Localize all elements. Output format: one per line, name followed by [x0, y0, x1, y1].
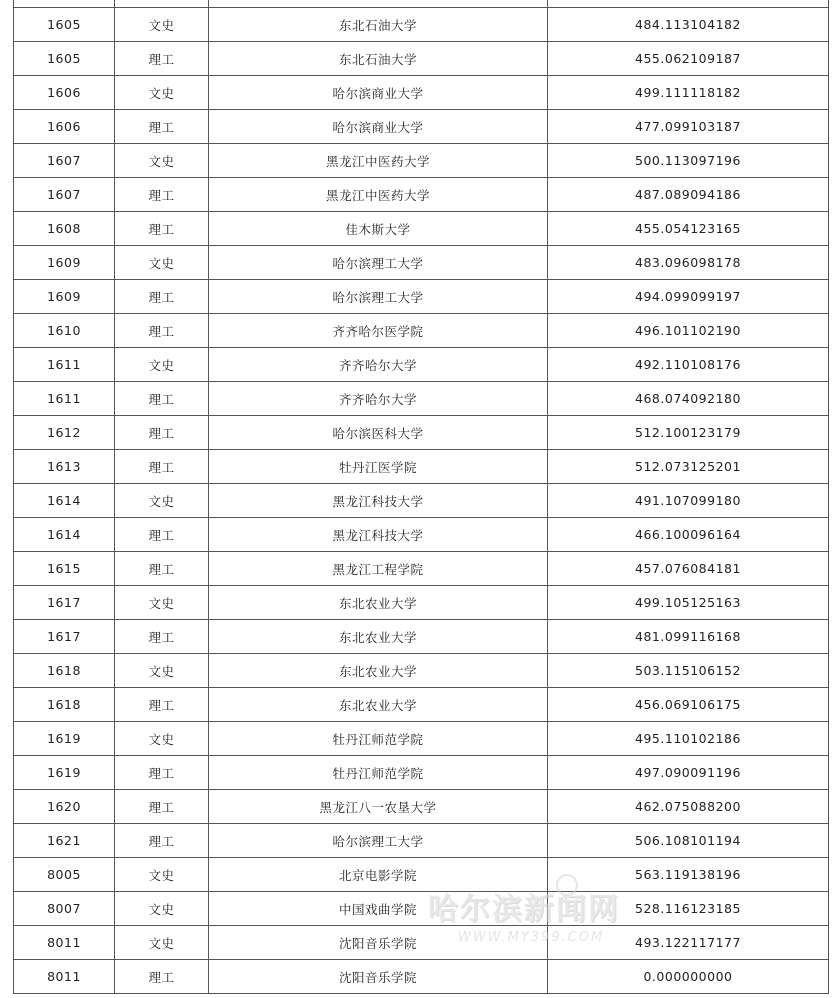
school-code-cell: 1611	[14, 382, 115, 416]
category-cell: 理工	[115, 756, 209, 790]
table-row	[14, 756, 829, 790]
university-name-cell: 东北石油大学	[209, 8, 548, 42]
school-code-cell: 1615	[14, 552, 115, 586]
table-row	[14, 416, 829, 450]
university-name-cell: 东北石油大学	[209, 42, 548, 76]
school-code-cell: 1608	[14, 212, 115, 246]
score-cell: 500.113097196	[548, 144, 829, 178]
table-cell	[548, 0, 829, 8]
score-cell: 0.000000000	[548, 960, 829, 994]
school-code-cell: 1606	[14, 110, 115, 144]
school-code-cell: 1621	[14, 824, 115, 858]
university-name-cell: 沈阳音乐学院	[209, 926, 548, 960]
university-name-cell: 北京电影学院	[209, 858, 548, 892]
table-row-partial-top	[14, 0, 829, 8]
admission-score-table	[13, 0, 829, 994]
table-row	[14, 110, 829, 144]
score-cell: 499.111118182	[548, 76, 829, 110]
school-code-cell: 1613	[14, 450, 115, 484]
school-code-cell: 1607	[14, 178, 115, 212]
table-row	[14, 484, 829, 518]
university-name-cell: 齐齐哈尔医学院	[209, 314, 548, 348]
university-name-cell: 牡丹江师范学院	[209, 722, 548, 756]
score-cell: 483.096098178	[548, 246, 829, 280]
table-row	[14, 76, 829, 110]
university-name-cell: 东北农业大学	[209, 654, 548, 688]
category-cell: 理工	[115, 824, 209, 858]
score-cell: 563.119138196	[548, 858, 829, 892]
category-cell: 文史	[115, 858, 209, 892]
category-cell: 理工	[115, 280, 209, 314]
school-code-cell: 8005	[14, 858, 115, 892]
table-body	[14, 0, 829, 994]
category-cell: 理工	[115, 518, 209, 552]
category-cell: 理工	[115, 42, 209, 76]
university-name-cell: 牡丹江师范学院	[209, 756, 548, 790]
table-row	[14, 824, 829, 858]
table-row	[14, 450, 829, 484]
score-cell: 499.105125163	[548, 586, 829, 620]
category-cell: 理工	[115, 382, 209, 416]
school-code-cell: 1617	[14, 620, 115, 654]
school-code-cell: 8007	[14, 892, 115, 926]
university-name-cell: 哈尔滨理工大学	[209, 824, 548, 858]
school-code-cell: 1606	[14, 76, 115, 110]
university-name-cell: 哈尔滨商业大学	[209, 76, 548, 110]
school-code-cell: 1614	[14, 484, 115, 518]
category-cell: 理工	[115, 178, 209, 212]
category-cell: 理工	[115, 416, 209, 450]
score-cell: 455.062109187	[548, 42, 829, 76]
school-code-cell: 1614	[14, 518, 115, 552]
school-code-cell: 1620	[14, 790, 115, 824]
table-row	[14, 42, 829, 76]
table-row	[14, 688, 829, 722]
score-cell: 455.054123165	[548, 212, 829, 246]
table-row	[14, 892, 829, 926]
table-row	[14, 926, 829, 960]
table-cell	[115, 0, 209, 8]
table-row	[14, 144, 829, 178]
score-cell: 462.075088200	[548, 790, 829, 824]
score-cell: 512.100123179	[548, 416, 829, 450]
table-row	[14, 178, 829, 212]
table-row	[14, 280, 829, 314]
university-name-cell: 哈尔滨理工大学	[209, 246, 548, 280]
university-name-cell: 黑龙江中医药大学	[209, 178, 548, 212]
watermark-url: WWW.MY399.COM	[458, 930, 605, 945]
table-row	[14, 212, 829, 246]
score-cell: 484.113104182	[548, 8, 829, 42]
school-code-cell: 1618	[14, 654, 115, 688]
university-name-cell: 哈尔滨医科大学	[209, 416, 548, 450]
school-code-cell: 8011	[14, 926, 115, 960]
university-name-cell: 东北农业大学	[209, 620, 548, 654]
table-row	[14, 348, 829, 382]
category-cell: 文史	[115, 926, 209, 960]
category-cell: 文史	[115, 246, 209, 280]
school-code-cell: 1610	[14, 314, 115, 348]
admission-score-table-container	[13, 0, 828, 994]
school-code-cell: 1618	[14, 688, 115, 722]
category-cell: 文史	[115, 144, 209, 178]
category-cell: 理工	[115, 110, 209, 144]
watermark-title: 哈尔滨新闻网	[428, 892, 620, 927]
table-cell	[14, 0, 115, 8]
score-cell: 492.110108176	[548, 348, 829, 382]
score-cell: 468.074092180	[548, 382, 829, 416]
score-cell: 528.116123185	[548, 892, 829, 926]
category-cell: 理工	[115, 450, 209, 484]
university-name-cell: 中国戏曲学院	[209, 892, 548, 926]
school-code-cell: 1619	[14, 756, 115, 790]
school-code-cell: 1607	[14, 144, 115, 178]
score-cell: 496.101102190	[548, 314, 829, 348]
university-name-cell: 黑龙江中医药大学	[209, 144, 548, 178]
category-cell: 文史	[115, 654, 209, 688]
table-row	[14, 790, 829, 824]
score-cell: 493.122117177	[548, 926, 829, 960]
category-cell: 文史	[115, 348, 209, 382]
table-row	[14, 314, 829, 348]
university-name-cell: 黑龙江工程学院	[209, 552, 548, 586]
category-cell: 文史	[115, 8, 209, 42]
school-code-cell: 1611	[14, 348, 115, 382]
university-name-cell: 黑龙江科技大学	[209, 484, 548, 518]
score-cell: 456.069106175	[548, 688, 829, 722]
university-name-cell: 佳木斯大学	[209, 212, 548, 246]
category-cell: 文史	[115, 722, 209, 756]
table-row	[14, 518, 829, 552]
school-code-cell: 1609	[14, 246, 115, 280]
table-row	[14, 586, 829, 620]
score-cell: 497.090091196	[548, 756, 829, 790]
university-name-cell: 沈阳音乐学院	[209, 960, 548, 994]
school-code-cell: 8011	[14, 960, 115, 994]
category-cell: 理工	[115, 212, 209, 246]
university-name-cell: 黑龙江八一农垦大学	[209, 790, 548, 824]
university-name-cell: 牡丹江医学院	[209, 450, 548, 484]
university-name-cell: 哈尔滨理工大学	[209, 280, 548, 314]
university-name-cell: 齐齐哈尔大学	[209, 348, 548, 382]
score-cell: 512.073125201	[548, 450, 829, 484]
score-cell: 494.099099197	[548, 280, 829, 314]
university-name-cell: 东北农业大学	[209, 586, 548, 620]
category-cell: 理工	[115, 688, 209, 722]
score-cell: 477.099103187	[548, 110, 829, 144]
university-name-cell: 哈尔滨商业大学	[209, 110, 548, 144]
category-cell: 文史	[115, 484, 209, 518]
category-cell: 文史	[115, 892, 209, 926]
school-code-cell: 1605	[14, 42, 115, 76]
table-row	[14, 8, 829, 42]
table-row	[14, 654, 829, 688]
table-row	[14, 552, 829, 586]
table-row	[14, 722, 829, 756]
score-cell: 457.076084181	[548, 552, 829, 586]
table-row	[14, 382, 829, 416]
university-name-cell: 齐齐哈尔大学	[209, 382, 548, 416]
school-code-cell: 1617	[14, 586, 115, 620]
table-row	[14, 960, 829, 994]
university-name-cell: 黑龙江科技大学	[209, 518, 548, 552]
score-cell: 495.110102186	[548, 722, 829, 756]
score-cell: 481.099116168	[548, 620, 829, 654]
table-row	[14, 246, 829, 280]
school-code-cell: 1605	[14, 8, 115, 42]
category-cell: 理工	[115, 960, 209, 994]
school-code-cell: 1619	[14, 722, 115, 756]
category-cell: 文史	[115, 76, 209, 110]
score-cell: 503.115106152	[548, 654, 829, 688]
school-code-cell: 1612	[14, 416, 115, 450]
table-row	[14, 620, 829, 654]
score-cell: 491.107099180	[548, 484, 829, 518]
table-cell	[209, 0, 548, 8]
table-row	[14, 858, 829, 892]
school-code-cell: 1609	[14, 280, 115, 314]
category-cell: 文史	[115, 586, 209, 620]
category-cell: 理工	[115, 552, 209, 586]
category-cell: 理工	[115, 620, 209, 654]
score-cell: 487.089094186	[548, 178, 829, 212]
score-cell: 466.100096164	[548, 518, 829, 552]
university-name-cell: 东北农业大学	[209, 688, 548, 722]
score-cell: 506.108101194	[548, 824, 829, 858]
category-cell: 理工	[115, 790, 209, 824]
category-cell: 理工	[115, 314, 209, 348]
